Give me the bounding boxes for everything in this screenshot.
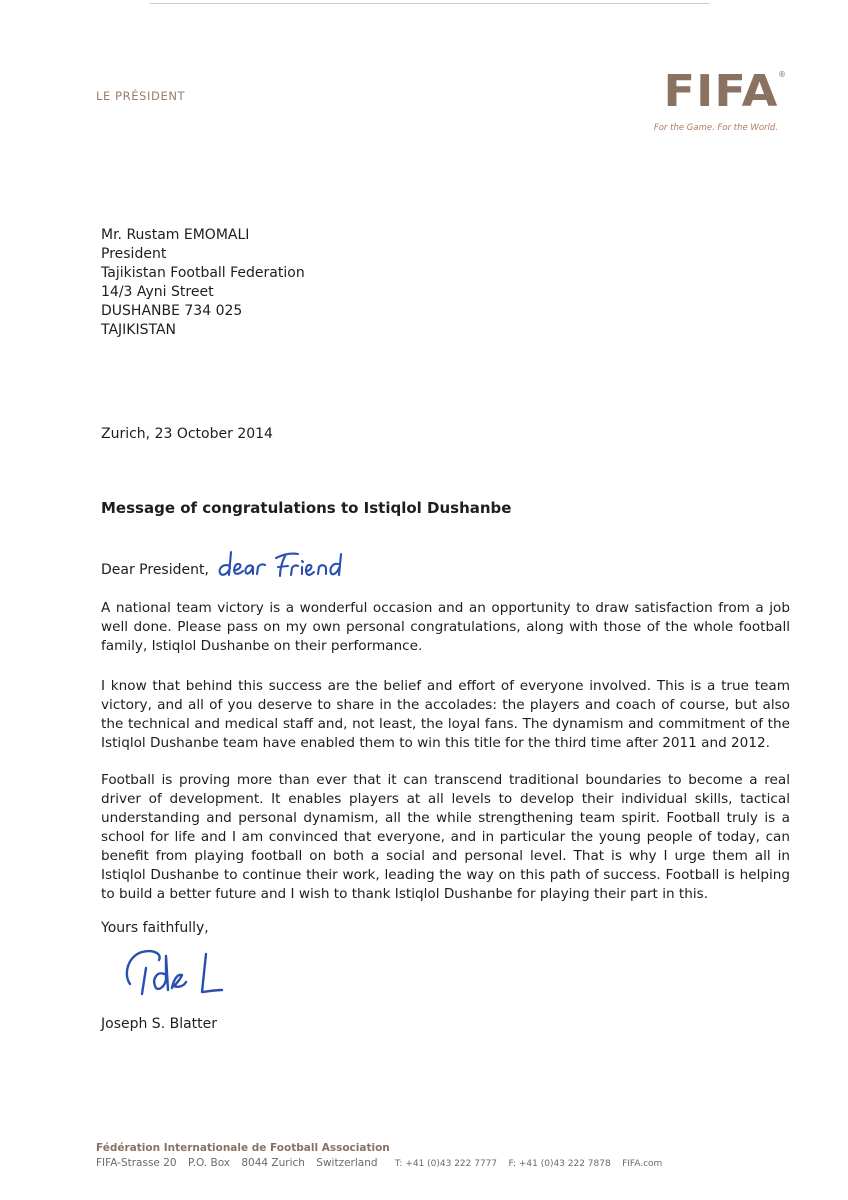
footer-city: 8044 Zurich: [241, 1157, 305, 1169]
salutation: Dear President,: [101, 562, 209, 578]
recipient-name: Mr. Rustam EMOMALI: [101, 227, 250, 243]
body-paragraph-2: I know that behind this success are the belief and effort of everyone involved. This is a true team victory, and all of you deserve to share in the accolades: the players and coach of course, but also the technical and medical staff and, not least, the loyal fans. The dynamism and commitment of the Istiqlol Dushanbe team have enabled them to win this title for the third time after 2011 and 2012.: [101, 678, 790, 751]
signatory-name: Joseph S. Blatter: [101, 1016, 218, 1032]
footer-phone: T: +41 (0)43 222 7777: [394, 1159, 498, 1169]
body-paragraph-1: A national team victory is a wonderful occasion and an opportunity to draw satisfaction from a job well done. Please pass on my own personal congratulations, along with those of the whole football family, Istiqlol Dushanbe on their performance.: [101, 600, 790, 654]
logo-tagline: For the Game. For the World.: [653, 123, 778, 133]
body-paragraph-3: Football is proving more than ever that it can transcend traditional boundaries to become a real driver of development. It enables players at all levels to develop their individual skills, tactical understanding and personal dynamism, all the while strengthening team spirit. Football truly is a school for life and I am convinced that everyone, and in particular the young people of today, can benefit from playing football on both a social and personal level. That is why I urge them all in Istiqlol Dushanbe to continue their work, leading the way on this path of success. Football is helping to build a better future and I wish to thank Istiqlol Dushanbe for playing their part in this.: [101, 772, 790, 902]
registered-mark: ®: [778, 70, 786, 79]
date-line: Zurich, 23 October 2014: [101, 426, 273, 442]
fifa-logo: [640, 66, 790, 146]
handwritten-note: [214, 546, 344, 582]
recipient-organization: Tajikistan Football Federation: [101, 265, 305, 281]
office-label: LE PRÉSIDENT: [96, 89, 186, 103]
footer-contact: [96, 1157, 670, 1169]
footer-country: Switzerland: [316, 1157, 378, 1169]
recipient-country: TAJIKISTAN: [101, 322, 177, 338]
signature: [118, 944, 228, 1000]
top-rule: [150, 3, 710, 4]
subject-line: Message of congratulations to Istiqlol Dushanbe: [101, 499, 512, 517]
footer-street: FIFA-Strasse 20: [96, 1157, 177, 1169]
logo-wordmark: FIFA: [663, 66, 778, 117]
recipient-address: [101, 226, 305, 340]
footer-pobox: P.O. Box: [187, 1157, 231, 1169]
footer-web: FIFA.com: [622, 1159, 663, 1169]
closing: Yours faithfully,: [101, 920, 209, 936]
recipient-title: President: [101, 246, 167, 262]
recipient-city: DUSHANBE 734 025: [101, 303, 243, 319]
footer-fax: F: +41 (0)43 222 7878: [508, 1159, 611, 1169]
recipient-street: 14/3 Ayni Street: [101, 284, 214, 300]
footer-organization: Fédération Internationale de Football Association: [96, 1142, 390, 1154]
